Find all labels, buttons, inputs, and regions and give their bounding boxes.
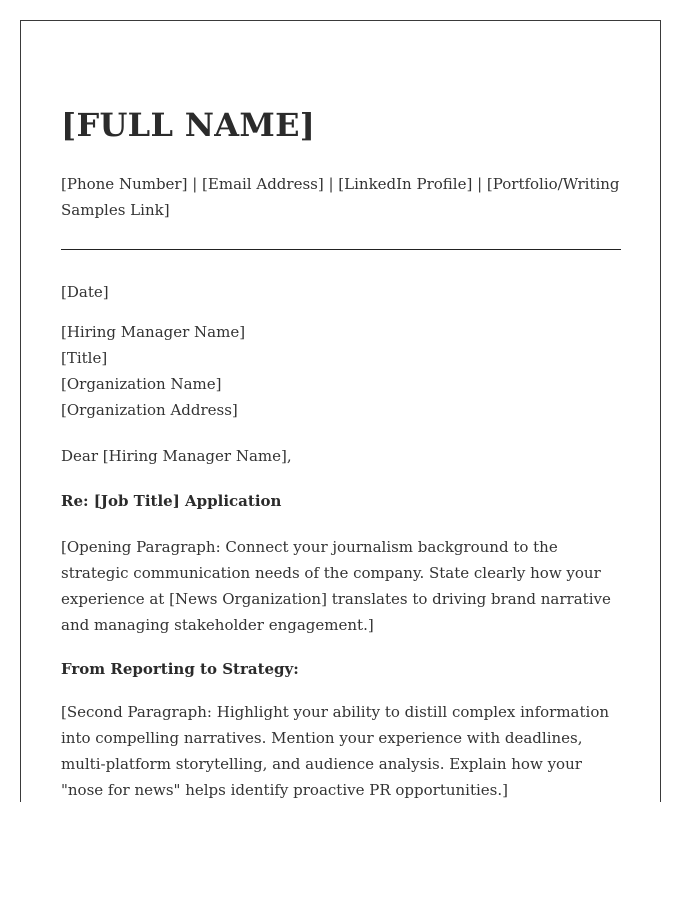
contact-line: [Phone Number] | [Email Address] | [LinkedIn Profile] | [Portfolio/Writing Samples Link] (61, 175, 620, 219)
subject-line: Re: [Job Title] Application (61, 492, 282, 510)
header-divider (61, 249, 621, 250)
full-name-heading: [FULL NAME] (61, 106, 316, 144)
letter-date: [Date] (61, 283, 109, 301)
section-heading: From Reporting to Strategy: (61, 660, 299, 678)
recipient-address: [Organization Address] (61, 401, 238, 419)
recipient-organization: [Organization Name] (61, 375, 222, 393)
second-paragraph: [Second Paragraph: Highlight your ability to distill complex information into compelling narratives. Mention your experience with deadlines, multi-platform storytelling, and audience analysis. Explain how your "nose for news" helps identify proactive PR opportunities.] (61, 703, 610, 799)
recipient-title: [Title] (61, 349, 108, 367)
opening-paragraph: [Opening Paragraph: Connect your journalism background to the strategic communication needs of the company. State clearly how your experience at [News Organization] translates to driving brand narrative and managing stakeholder engagement.] (61, 538, 611, 634)
salutation: Dear [Hiring Manager Name], (61, 447, 292, 465)
recipient-name: [Hiring Manager Name] (61, 323, 246, 341)
letter-page (20, 20, 661, 802)
recipient-block (61, 319, 621, 423)
letter-content (61, 103, 621, 802)
